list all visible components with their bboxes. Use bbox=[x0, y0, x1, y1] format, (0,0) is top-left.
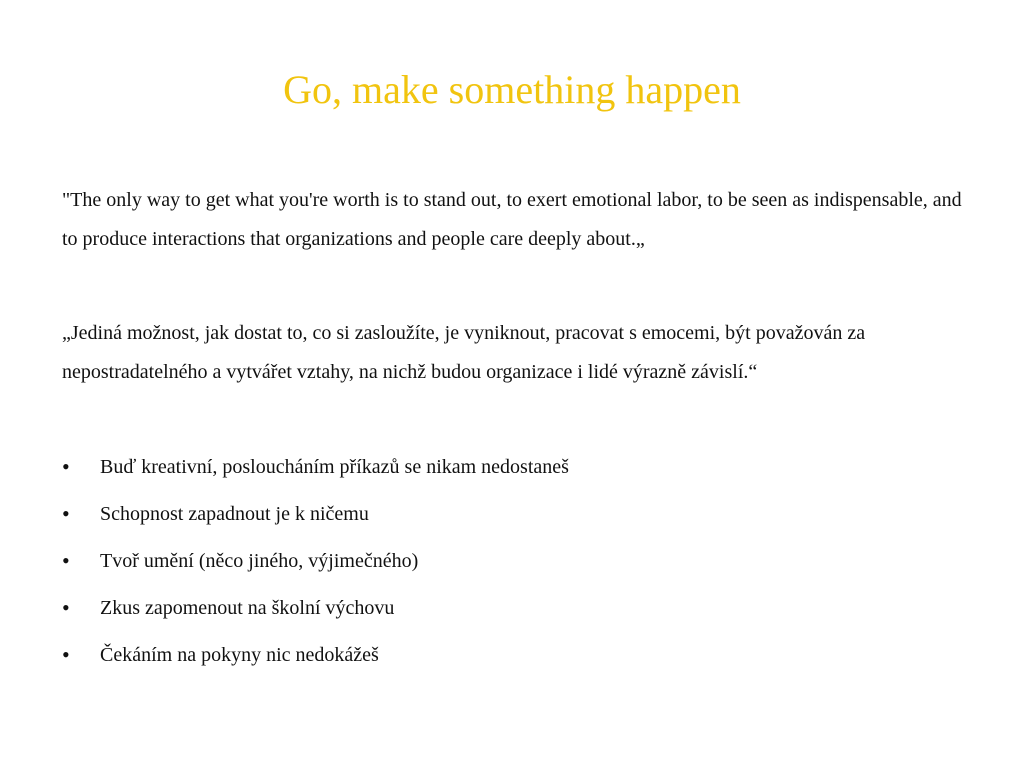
bullet-text: Schopnost zapadnout je k ničemu bbox=[100, 503, 369, 525]
bullet-text: Tvoř umění (něco jiného, výjimečného) bbox=[100, 550, 419, 572]
quote-english: "The only way to get what you're worth is to stand out, to exert emotional labor, to be seen as indispensable, and to produce interactions that organizations and people care deeply about.„ bbox=[62, 189, 962, 250]
bullet-text: Čekáním na pokyny nic nedokážeš bbox=[100, 644, 379, 666]
bullet-item bbox=[62, 639, 972, 686]
slide-title: Go, make something happen bbox=[283, 67, 741, 112]
bullet-text: Buď kreativní, posloucháním příkazů se nikam nedostaneš bbox=[100, 456, 569, 478]
bullet-icon: • bbox=[62, 595, 70, 620]
quote-czech: „Jediná možnost, jak dostat to, co si zasloužíte, je vyniknout, pracovat s emocemi, být považován za nepostradatelného a vytvářet vztahy, na nichž budou organizace i lidé výrazně závislí.“ bbox=[62, 322, 866, 383]
bullet-item bbox=[62, 451, 972, 498]
bullet-text: Zkus zapomenout na školní výchovu bbox=[100, 597, 395, 619]
bullet-icon: • bbox=[62, 642, 70, 667]
bullet-icon: • bbox=[62, 454, 70, 479]
bullet-item bbox=[62, 545, 972, 592]
bullet-item bbox=[62, 592, 972, 639]
bullet-list bbox=[62, 451, 972, 686]
bullet-icon: • bbox=[62, 548, 70, 573]
bullet-item bbox=[62, 498, 972, 545]
bullet-icon: • bbox=[62, 501, 70, 526]
